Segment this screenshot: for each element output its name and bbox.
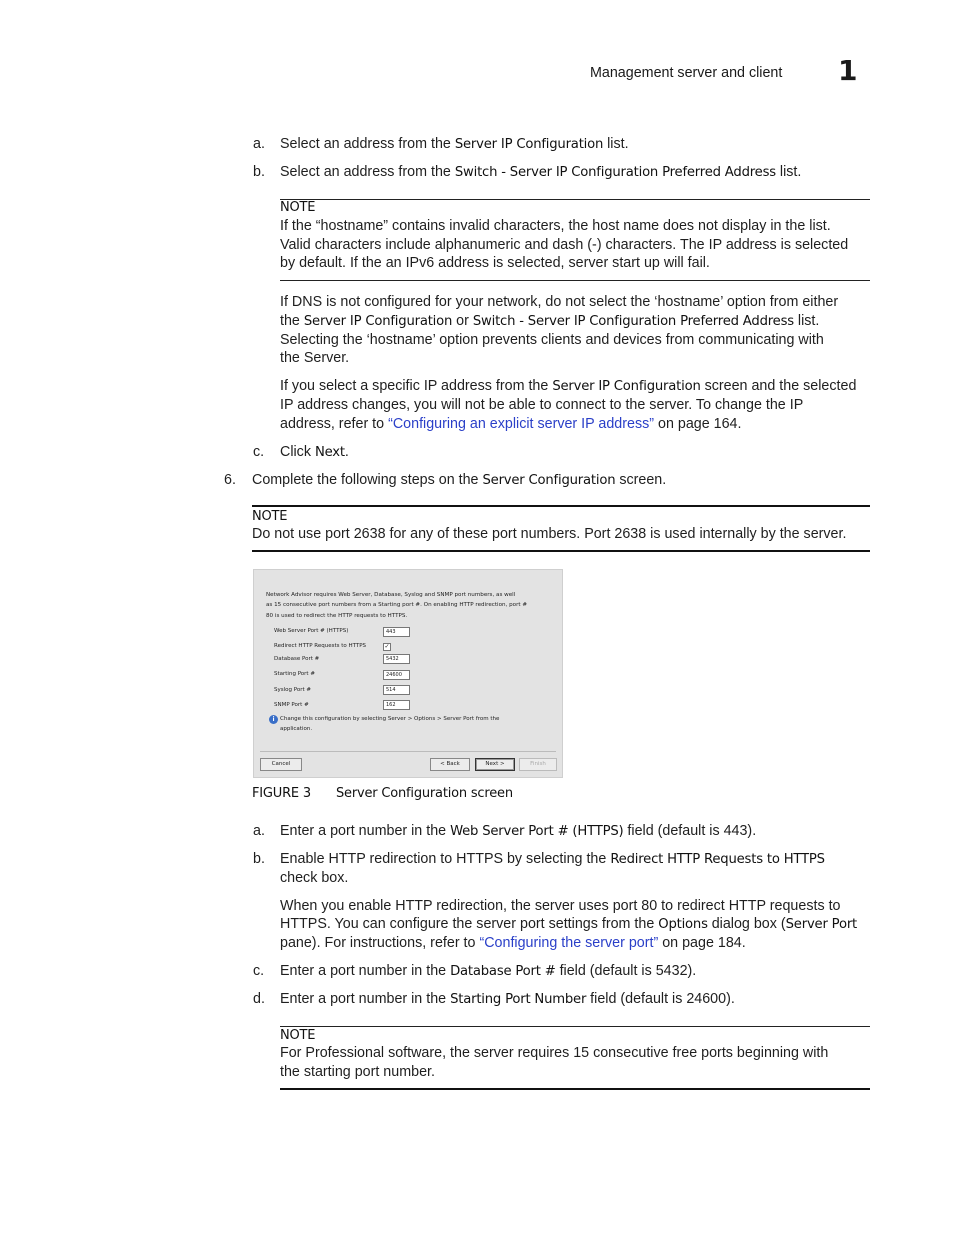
note-top-rule — [280, 1026, 870, 1027]
database-port-label: Database Port # — [274, 656, 320, 662]
dialog-info-text — [280, 715, 540, 734]
text: Complete the following steps on the — [252, 472, 483, 488]
text: address, refer to — [280, 416, 389, 432]
text: the — [280, 313, 304, 329]
step-marker: c. — [253, 444, 265, 460]
text: screen. — [615, 472, 667, 488]
finish-button[interactable]: Finish — [519, 758, 557, 771]
figure-caption: Server Configuration screen — [336, 786, 513, 801]
next-button[interactable]: Next > — [475, 758, 515, 771]
ui-term: Next — [314, 445, 345, 460]
running-header-title: Management server and client — [590, 65, 783, 81]
ui-term: Database Port # — [450, 964, 556, 979]
redirect-http-checkbox[interactable]: ✓ — [384, 643, 390, 650]
text: dialog box ( — [707, 916, 786, 932]
step-a-text — [280, 135, 629, 155]
paragraph-line: When you enable HTTP redirection, the server uses port 80 to redirect HTTP requests to — [280, 898, 841, 914]
ui-term: Switch - Server IP Configuration Preferred Address — [472, 314, 794, 329]
text: list. — [603, 136, 629, 152]
info-line: Change this configuration by selecting Server > Options > Server Port from the — [280, 716, 500, 722]
step-marker: b. — [253, 164, 265, 180]
text: on page 164. — [654, 416, 742, 432]
text: field (default is 24600). — [586, 991, 735, 1007]
starting-port-input[interactable]: 24600 — [383, 670, 410, 680]
step-b-text — [280, 850, 825, 870]
ui-term: Server IP Configuration — [552, 379, 701, 394]
syslog-port-input[interactable]: 514 — [383, 685, 410, 695]
note-line: the starting port number. — [280, 1064, 435, 1080]
text: Select an address from the — [280, 136, 455, 152]
note-top-rule — [252, 505, 870, 507]
paragraph-line — [280, 934, 746, 953]
text: Enter a port number in the — [280, 823, 451, 839]
server-configuration-dialog — [253, 569, 563, 778]
step-marker: a. — [253, 823, 265, 839]
paragraph-line — [280, 312, 819, 332]
text: Enable HTTP redirection to HTTPS by selecting the — [280, 851, 611, 867]
ui-term: Starting Port Number — [450, 992, 587, 1007]
cross-reference-link[interactable]: “Configuring an explicit server IP address” — [388, 416, 655, 432]
paragraph-line: If DNS is not configured for your network, do not select the ‘hostname’ option from either — [280, 294, 839, 310]
database-port-input[interactable]: 5432 — [383, 654, 410, 664]
note-line: For Professional software, the server requires 15 consecutive free ports beginning with — [280, 1045, 829, 1061]
note-line: Valid characters include alphanumeric and dash (-) characters. The IP address is selected — [280, 237, 849, 253]
starting-port-label: Starting Port # — [274, 671, 315, 677]
text: HTTPS. You can configure the server port settings from the — [280, 916, 659, 932]
paragraph-line — [280, 377, 856, 397]
cross-reference-link[interactable]: “Configuring the server port” — [479, 935, 659, 951]
text: Click — [280, 444, 315, 460]
step-6-text — [252, 471, 666, 491]
step-b-text — [280, 163, 801, 183]
ui-term: Server IP Configuration — [303, 314, 453, 329]
step-b-text-cont: check box. — [280, 870, 349, 886]
note-bottom-rule — [252, 550, 870, 552]
note-line: Do not use port 2638 for any of these port numbers. Port 2638 is used internally by the server. — [252, 526, 847, 542]
text: field (default is 443). — [623, 823, 757, 839]
paragraph-line: the Server. — [280, 350, 350, 366]
back-button[interactable]: < Back — [430, 758, 470, 771]
button-separator — [260, 751, 556, 752]
text: Enter a port number in the — [280, 991, 451, 1007]
step-marker: d. — [253, 991, 265, 1007]
step-c-text — [280, 443, 349, 463]
step-d-text — [280, 990, 735, 1010]
ui-term: Server IP Configuration — [454, 137, 604, 152]
text: . — [344, 444, 349, 460]
ui-term: Options — [658, 917, 708, 932]
intro-line: Network Advisor requires Web Server, Database, Syslog and SNMP port numbers, as well — [266, 592, 516, 598]
text: Select an address from the — [280, 164, 455, 180]
text: field (default is 5432). — [555, 963, 697, 979]
step-marker: 6. — [224, 472, 236, 488]
note-label: NOTE — [280, 200, 316, 215]
step-c-text — [280, 962, 696, 982]
info-line: application. — [280, 725, 313, 732]
paragraph-line — [280, 915, 857, 935]
ui-term: Switch - Server IP Configuration Preferred Address — [454, 165, 776, 180]
text: If you select a specific IP address from the — [280, 378, 553, 394]
ui-term: Server Port — [785, 917, 858, 932]
step-a-text — [280, 822, 756, 842]
dialog-intro — [266, 590, 558, 621]
note-top-rule — [280, 199, 870, 200]
paragraph-line: Selecting the ‘hostname’ option prevents clients and devices from communicating with — [280, 332, 824, 348]
step-marker: a. — [253, 136, 265, 152]
note-label: NOTE — [280, 1028, 316, 1043]
syslog-port-label: Syslog Port # — [274, 687, 312, 693]
redirect-http-label: Redirect HTTP Requests to HTTPS — [274, 643, 367, 649]
web-server-port-input[interactable]: 443 — [383, 627, 410, 637]
figure-number: FIGURE 3 — [252, 786, 311, 801]
text: list. — [775, 164, 802, 180]
snmp-port-input[interactable]: 162 — [383, 700, 410, 710]
ui-term: Redirect HTTP Requests to HTTPS — [610, 852, 825, 867]
text: pane). For instructions, refer to — [280, 935, 480, 951]
paragraph-line: IP address changes, you will not be able to connect to the server. To change the IP — [280, 397, 804, 413]
note-label: NOTE — [252, 509, 288, 524]
step-marker: b. — [253, 851, 265, 867]
chapter-number: 1 — [838, 54, 858, 87]
text: Enter a port number in the — [280, 963, 451, 979]
ui-term: Server Configuration — [482, 473, 616, 488]
text: list. — [793, 313, 820, 329]
intro-line: 80 is used to redirect the HTTP requests to HTTPS. — [266, 612, 408, 619]
web-server-port-label: Web Server Port # (HTTPS) — [274, 628, 349, 634]
note-bottom-rule — [280, 1088, 870, 1090]
text: on page 184. — [658, 935, 746, 951]
text: or — [452, 313, 473, 329]
info-icon: i — [269, 715, 278, 724]
intro-line: as 15 consecutive port numbers from a Starting port #. On enabling HTTP redirection, port # — [266, 602, 528, 609]
cancel-button[interactable]: Cancel — [260, 758, 302, 771]
text: screen and the selected — [700, 378, 857, 394]
note-bottom-rule — [280, 280, 870, 281]
step-marker: c. — [253, 963, 265, 979]
ui-term: Web Server Port # (HTTPS) — [450, 824, 624, 839]
paragraph-line — [280, 415, 741, 434]
note-line: If the “hostname” contains invalid characters, the host name does not display in the list. — [280, 218, 831, 234]
snmp-port-label: SNMP Port # — [274, 702, 309, 708]
note-line: by default. If the an IPv6 address is selected, server start up will fail. — [280, 255, 710, 271]
